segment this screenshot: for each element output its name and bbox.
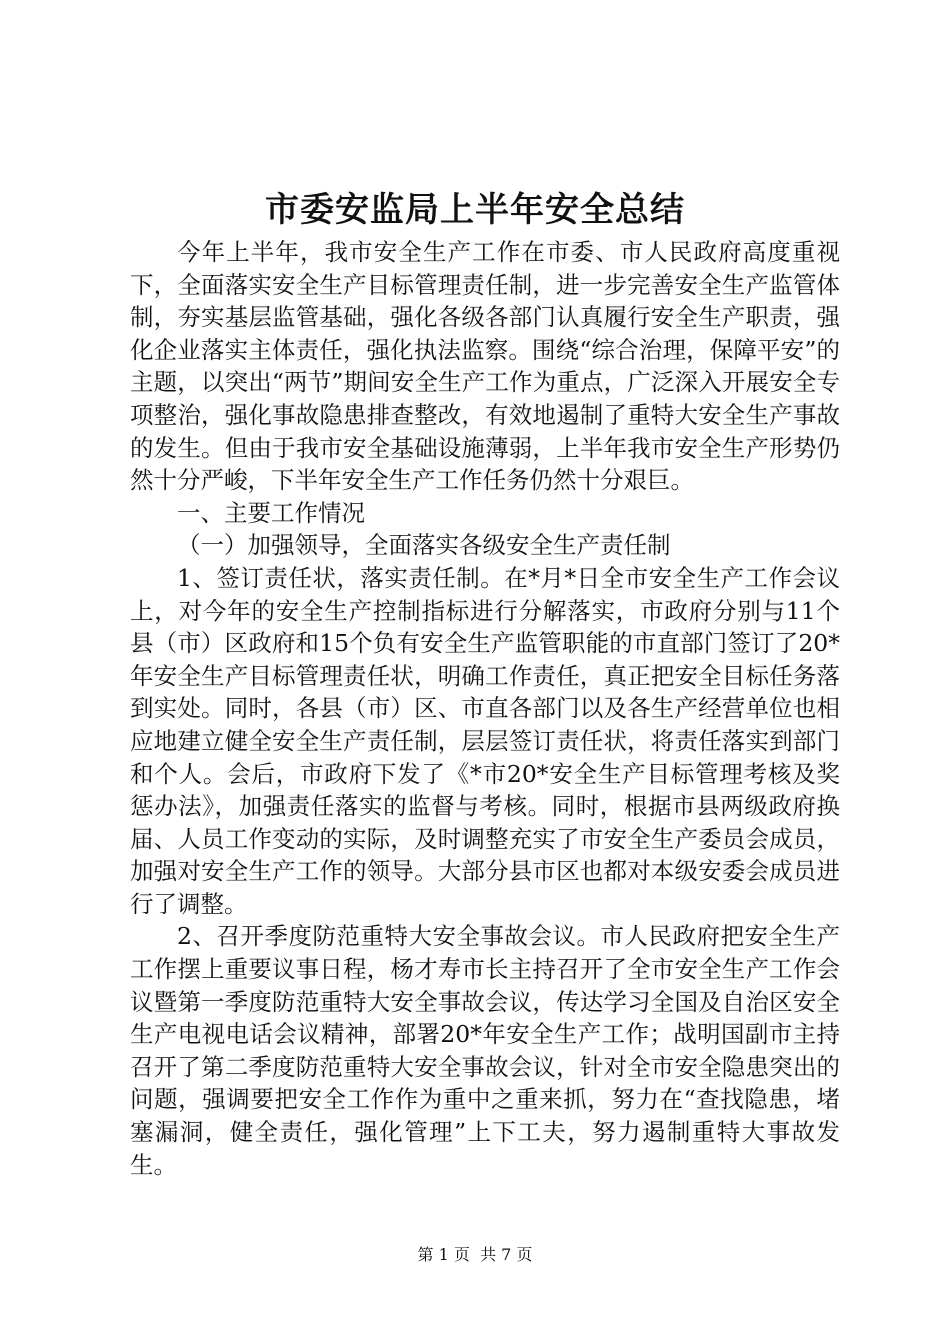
section-heading: 一、主要工作情况 (177, 498, 365, 527)
subsection-heading: （一）加强领导，全面落实各级安全生产责任制 (177, 531, 671, 560)
body-paragraph: 1、签订责任状，落实责任制。在*月*日全市安全生产工作会议上，对今年的安全生产控制指标进行分解落实，市政府分别与11个县（市）区政府和15个负有安全生产监管职能的市直部门签订了20*年安全生产目标管理责任状，明确工作责任，真正把安全目标任务落到实处。同时，各县（市）区、市直各部门以及各生产经营单位也相应地建立健全安全生产责任制，层层签订责任状，将责任落实到部门和个人。会后，市政府下发了《*市20*安全生产目标管理考核及奖惩办法》，加强责任落实的监督与考核。同时，根据市县两级政府换届、人员工作变动的实际，及时调整充实了市安全生产委员会成员，加强对安全生产工作的领导。大部分县市区也都对本级安委会成员进行了调整。 (130, 563, 840, 918)
document-body (130, 236, 840, 1181)
page-number-label: 第 1 页 共 7 页 (417, 1245, 533, 1264)
body-paragraph: 2、召开季度防范重特大安全事故会议。市人民政府把安全生产工作摆上重要议事日程，杨才寿市长主持召开了全市安全生产工作会议暨第一季度防范重特大安全事故会议，传达学习全国及自治区安全生产电视电话会议精神，部署20*年安全生产工作；战明国副市主持召开了第二季度防范重特大安全事故会议，针对全市安全隐患突出的问题，强调要把安全工作作为重中之重来抓，努力在“查找隐患，堵塞漏洞，健全责任，强化管理”上下工夫，努力遏制重特大事故发生。 (130, 922, 840, 1179)
intro-paragraph: 今年上半年，我市安全生产工作在市委、市人民政府高度重视下，全面落实安全生产目标管理责任制，进一步完善安全生产监管体制，夯实基层监管基础，强化各级各部门认真履行安全生产职责，强化企业落实主体责任，强化执法监察。围绕“综合治理，保障平安”的主题，以突出“两节”期间安全生产工作为重点，广泛深入开展安全专项整治，强化事故隐患排查整改，有效地遏制了重特大安全生产事故的发生。但由于我市安全基础设施薄弱，上半年我市安全生产形势仍然十分严峻，下半年安全生产工作任务仍然十分艰巨。 (130, 238, 840, 495)
page-footer (0, 1244, 950, 1266)
document-title: 市委安监局上半年安全总结 (265, 190, 685, 230)
